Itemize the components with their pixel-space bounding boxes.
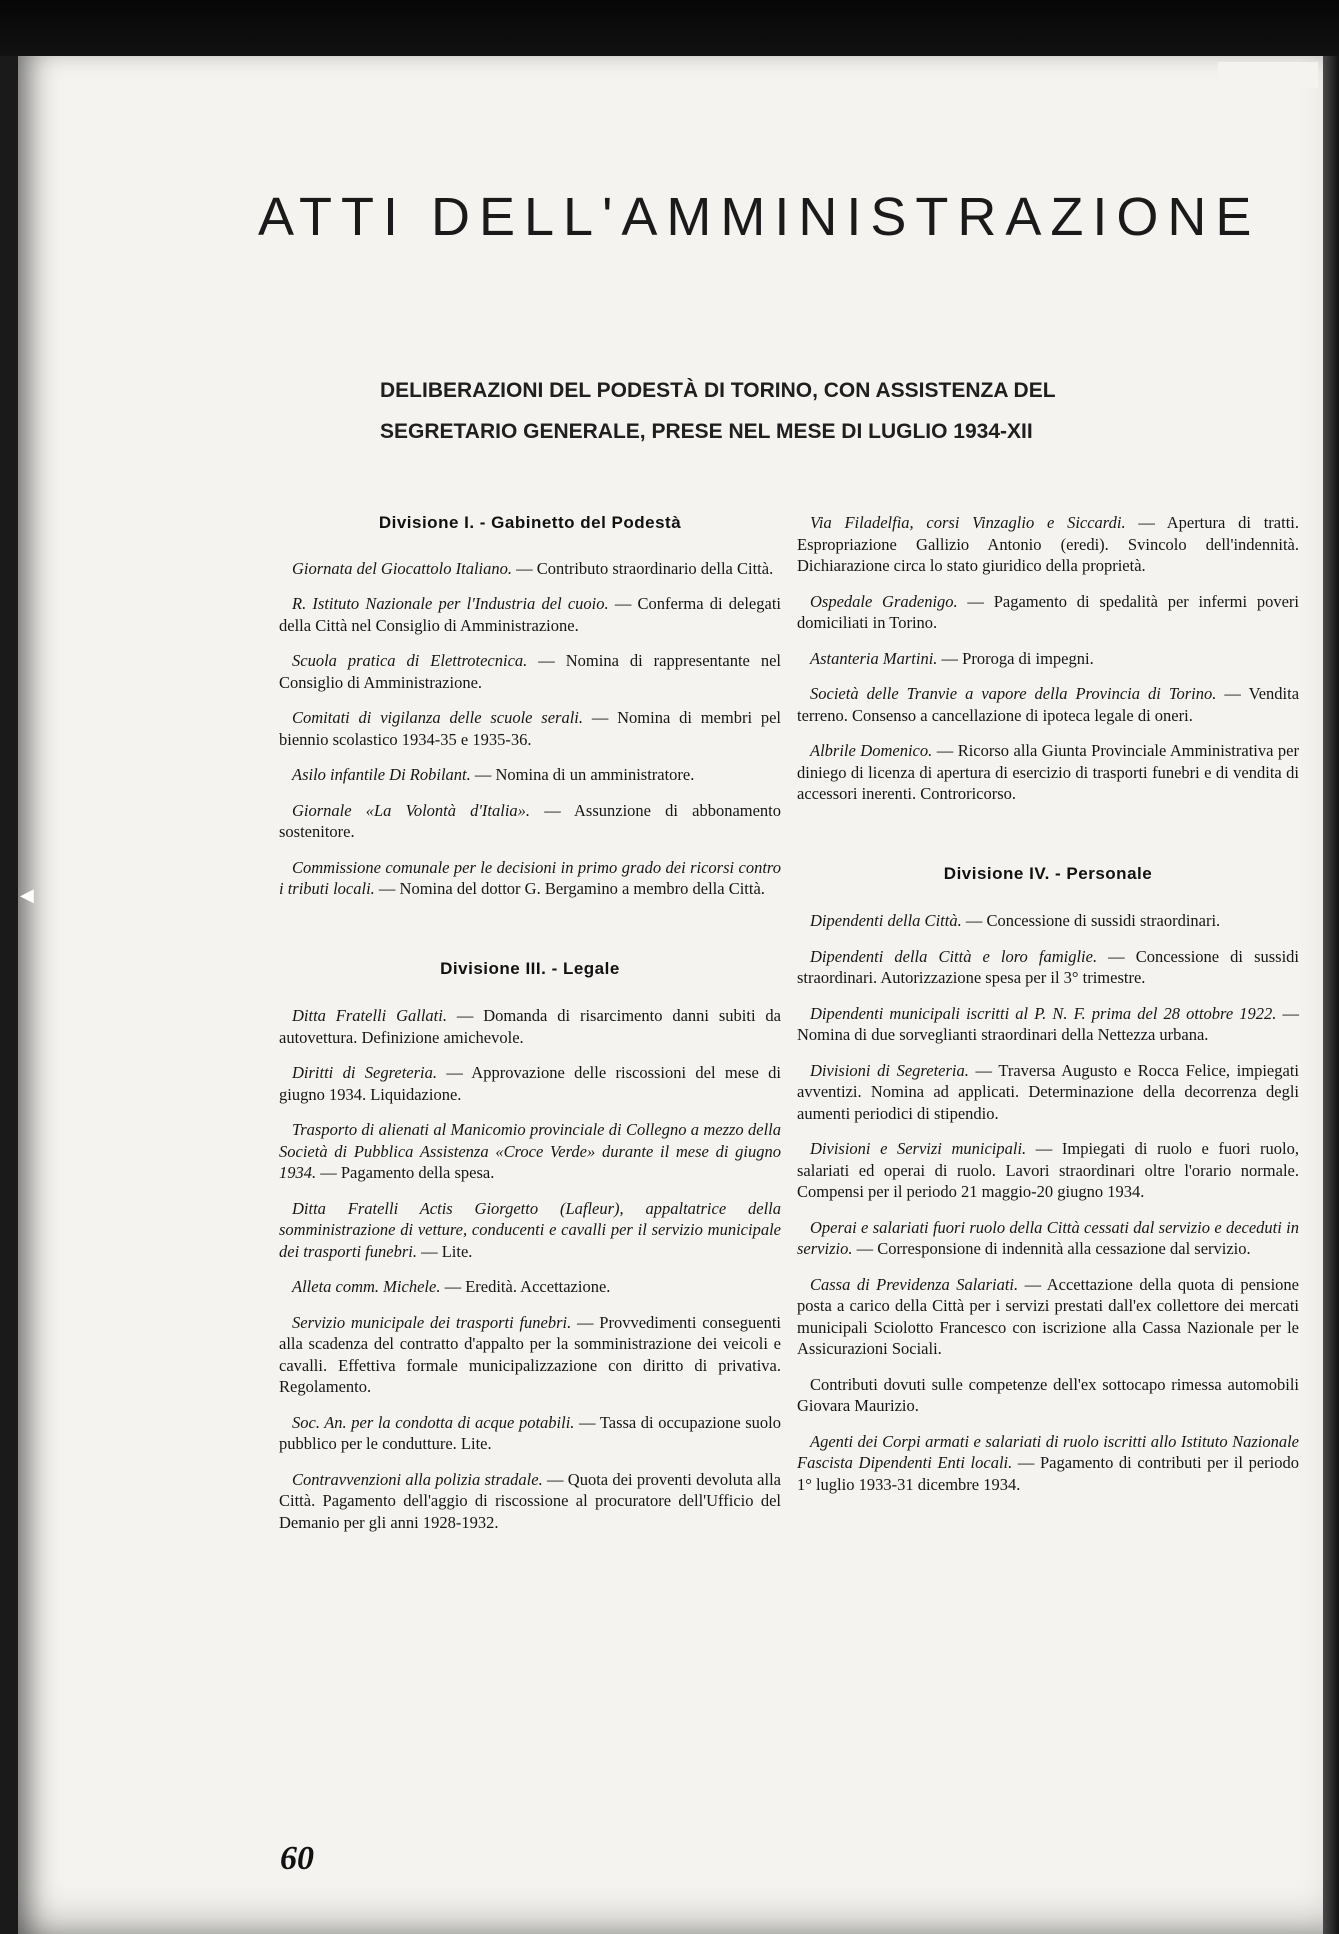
entry-subject: Soc. An. per la condotta di acque potabili. bbox=[292, 1412, 575, 1432]
entry-text: Nomina di due sorveglianti straordinari della Nettezza urbana. bbox=[797, 1025, 1209, 1044]
entry-dash: — bbox=[1097, 946, 1136, 966]
entry-dash: — bbox=[608, 594, 638, 613]
entry-subject: Dipendenti municipali iscritti al P. N. F. prima del 28 ottobre 1922. bbox=[810, 1003, 1277, 1023]
entry-dash: — bbox=[512, 558, 537, 578]
entry-text: Apertura di tratti. Espropriazione Gallizio Antonio (eredi). Svincolo dell'indennità. Dichiarazione circa lo stato giuridico della proprietà. bbox=[797, 513, 1299, 575]
entry-subject: Giornata del Giocattolo Italiano. bbox=[292, 558, 512, 578]
continued-entries bbox=[797, 512, 1299, 805]
entry-dash: — bbox=[932, 741, 958, 760]
entry bbox=[797, 1138, 1299, 1203]
entry-text: Nomina di un amministratore. bbox=[495, 765, 695, 784]
entry-subject: Commissione comunale per le decisioni in primo grado dei ricorsi contro i tributi locali. bbox=[279, 857, 781, 898]
entry-dash: — bbox=[316, 1163, 341, 1182]
entry-text: Provvedimenti conseguenti alla scadenza del contratto d'appalto per la somministrazione dei veicoli e cavalli. Effettiva formale municipalizzazione con diritto di privativa. Regolamento. bbox=[279, 1312, 782, 1396]
entry-dash: — bbox=[852, 1239, 878, 1258]
entry-dash: — bbox=[470, 765, 496, 784]
entry-text: Impiegati di ruolo e fuori ruolo, salariati ed operai di ruolo. Lavori straordinari oltre l'orario normale. Compensi per il periodo 21 maggio-20 giugno 1934. bbox=[797, 1139, 1300, 1201]
entry-text: Traversa Augusto e Rocca Felice, impiegati avventizi. Nomina ad applicati. Determinazione della decorrenza degli aumenti periodici di stipendio. bbox=[797, 1060, 1299, 1123]
entry-subject: Asilo infantile Di Robilant. bbox=[292, 765, 471, 784]
entry bbox=[279, 764, 781, 786]
entry-subject: Società delle Tranvie a vapore della Provincia di Torino. bbox=[810, 684, 1217, 703]
entry bbox=[279, 1469, 781, 1534]
entry bbox=[279, 593, 781, 636]
entry-dash: — bbox=[542, 1469, 568, 1489]
page-corner bbox=[1218, 62, 1318, 88]
entry-subject: Ospedale Gradenigo. bbox=[810, 591, 958, 611]
entry-text: Pagamento di contributi per il periodo 1° luglio 1933-31 dicembre 1934. bbox=[797, 1453, 1299, 1494]
entry-dash: — bbox=[1026, 1139, 1062, 1158]
division-1-entries bbox=[279, 558, 781, 900]
entry bbox=[279, 1198, 781, 1263]
entry-text: Nomina del dottor G. Bergamino a membro della Città. bbox=[399, 879, 765, 898]
division-heading: Divisione III. - Legale bbox=[440, 958, 620, 978]
entry-dash: — bbox=[937, 648, 963, 668]
entry bbox=[279, 1312, 781, 1398]
entry bbox=[797, 648, 1299, 670]
page-number: 60 bbox=[280, 1840, 314, 1877]
entry-text: Approvazione delle riscossioni del mese di giugno 1934. Liquidazione. bbox=[279, 1063, 781, 1104]
entry-text: Pagamento della spesa. bbox=[340, 1163, 495, 1182]
entry bbox=[797, 683, 1299, 726]
subtitle bbox=[380, 370, 1200, 452]
entry-dash: — bbox=[416, 1241, 442, 1261]
entry bbox=[797, 910, 1299, 932]
entry-dash: — bbox=[571, 1312, 600, 1332]
entry-dash: — bbox=[1125, 513, 1167, 532]
entry bbox=[797, 946, 1299, 989]
entry bbox=[797, 1003, 1299, 1046]
entry bbox=[797, 1431, 1299, 1496]
entry-subject: Agenti dei Corpi armati e salariati di ruolo iscritti allo Istituto Nazionale Fascista Dipendenti Enti locali. bbox=[797, 1431, 1299, 1472]
page-title: ATTI DELL'AMMINISTRAZIONE bbox=[258, 187, 1261, 248]
entry-dash: — bbox=[527, 651, 566, 670]
entry-text: Ricorso alla Giunta Provinciale Amministrativa per diniego di licenza di apertura di esercizio di trasporti funebri e di vendita di accessori inerenti. Controricorso. bbox=[797, 741, 1299, 803]
entry bbox=[279, 1412, 781, 1455]
scan-border-right bbox=[1323, 56, 1339, 1934]
entry bbox=[797, 512, 1299, 577]
entry-subject: Albrile Domenico. bbox=[810, 741, 933, 760]
entry-subject: Scuola pratica di Elettrotecnica. bbox=[292, 651, 528, 670]
division-4-entries bbox=[797, 910, 1299, 1495]
subtitle-line: DELIBERAZIONI DEL PODESTÀ DI TORINO, CON ASSISTENZA DEL bbox=[380, 379, 1056, 402]
entry-subject: Comitati di vigilanza delle scuole serali. bbox=[292, 708, 584, 727]
entry-subject: Giornale «La Volontà d'Italia». bbox=[292, 800, 531, 820]
subtitle-line: SEGRETARIO GENERALE, PRESE NEL MESE DI LUGLIO 1934-XII bbox=[380, 420, 1033, 443]
entry-subject: Divisioni di Segreteria. bbox=[810, 1060, 969, 1080]
entry-dash: — bbox=[1012, 1453, 1040, 1472]
entry-dash: — bbox=[574, 1412, 600, 1432]
division-3-entries bbox=[279, 1005, 781, 1533]
entry-text: Lite. bbox=[441, 1241, 473, 1261]
entry bbox=[279, 1005, 781, 1048]
entry bbox=[279, 1062, 781, 1105]
entry-dash: — bbox=[968, 1060, 999, 1080]
entry-text: Vendita terreno. Consenso a cancellazione di ipoteca legale di oneri. bbox=[797, 684, 1300, 725]
entry-text: Contributo straordinario della Città. bbox=[536, 558, 774, 578]
entry-text: Nomina di membri pel biennio scolastico 1934-35 e 1935-36. bbox=[279, 708, 781, 749]
entry-subject: Contravvenzioni alla polizia stradale. bbox=[292, 1469, 543, 1489]
entry-subject: Ditta Fratelli Gallati. bbox=[292, 1006, 447, 1025]
entry-dash: — bbox=[437, 1063, 472, 1082]
entry bbox=[797, 591, 1299, 634]
entry-text: Corresponsione di indennità alla cessazione dal servizio. bbox=[877, 1239, 1251, 1258]
entry-dash: — bbox=[961, 911, 987, 930]
entry-text: Tassa di occupazione suolo pubblico per le condutture. Lite. bbox=[279, 1412, 782, 1453]
scan-border-top bbox=[0, 0, 1339, 56]
division-heading: Divisione IV. - Personale bbox=[943, 863, 1153, 883]
entry-dash: — bbox=[1276, 1003, 1300, 1023]
entry-text: Domanda di risarcimento danni subiti da autovettura. Definizione amichevole. bbox=[279, 1006, 781, 1047]
entry-text: Nomina di rappresentante nel Consiglio di Amministrazione. bbox=[279, 651, 781, 692]
entry-dash: — bbox=[1018, 1274, 1047, 1294]
entry bbox=[279, 1119, 781, 1184]
entry bbox=[279, 650, 781, 693]
entry-text: Proroga di impegni. bbox=[962, 648, 1094, 668]
entry bbox=[279, 707, 781, 750]
entry-text: Conferma di delegati della Città nel Consiglio di Amministrazione. bbox=[279, 594, 781, 635]
left-column bbox=[279, 512, 781, 1547]
entry-text: Concessione di sussidi straordinari. bbox=[986, 911, 1221, 930]
entry-subject: Via Filadelfia, corsi Vinzaglio e Siccardi. bbox=[810, 513, 1126, 532]
entry bbox=[797, 1060, 1299, 1125]
entry-dash: — bbox=[374, 879, 400, 898]
entry bbox=[279, 558, 781, 580]
entry-subject: Alleta comm. Michele. bbox=[292, 1277, 441, 1296]
entry-subject: Servizio municipale dei trasporti funebri. bbox=[292, 1312, 572, 1332]
entry bbox=[279, 1276, 781, 1298]
entry-dash: — bbox=[530, 800, 574, 820]
entry-text: Accettazione della quota di pensione posta a carico della Città per i servizi prestati dall'ex collettore dei mercati municipali Sciolotto Francesco con iscrizione alla Cassa Nazionale per le Assicurazioni Sociali. bbox=[797, 1274, 1300, 1358]
entry bbox=[279, 857, 781, 900]
entry-subject: Astanteria Martini. bbox=[810, 648, 938, 668]
entry bbox=[797, 1374, 1299, 1417]
entry-text: Pagamento di spedalità per infermi poveri domiciliati in Torino. bbox=[797, 591, 1299, 632]
entry-dash: — bbox=[446, 1006, 484, 1025]
entry-subject: Dipendenti della Città. bbox=[810, 911, 962, 930]
entry-subject: Operai e salariati fuori ruolo della Città cessati dal servizio e deceduti in servizio. bbox=[797, 1217, 1299, 1258]
entry bbox=[797, 1274, 1299, 1360]
entry-text: Assunzione di abbonamento sostenitore. bbox=[279, 800, 782, 841]
right-column bbox=[797, 512, 1299, 1509]
entry-dash: — bbox=[957, 591, 994, 611]
entry bbox=[279, 800, 781, 843]
entry-text: Contributi dovuti sulle competenze dell'ex sottocapo rimessa automobili Giovara Maurizio. bbox=[797, 1374, 1299, 1415]
entry-text: Concessione di sussidi straordinari. Autorizzazione spesa per il 3° trimestre. bbox=[797, 946, 1300, 987]
entry-dash: — bbox=[440, 1277, 466, 1296]
entry-text: Eredità. Accettazione. bbox=[465, 1277, 611, 1296]
entry-subject: Trasporto di alienati al Manicomio provinciale di Collegno a mezzo della Società di Pubblica Assistenza «Croce Verde» durante il mese di giugno 1934. bbox=[279, 1120, 781, 1182]
entry-subject: Dipendenti della Città e loro famiglie. bbox=[810, 946, 1098, 966]
entry-text: Quota dei proventi devoluta alla Città. Pagamento dell'aggio di riscossione al procuratore dell'Ufficio del Demanio per gli anni 1928-1932. bbox=[279, 1469, 781, 1532]
entry-dash: — bbox=[1216, 684, 1249, 703]
entry-subject: R. Istituto Nazionale per l'Industria del cuoio. bbox=[292, 594, 609, 613]
entry-subject: Diritti di Segreteria. bbox=[292, 1063, 438, 1082]
entry-subject: Divisioni e Servizi municipali. bbox=[810, 1139, 1027, 1158]
entry-dash: — bbox=[583, 708, 618, 727]
entry bbox=[797, 1217, 1299, 1260]
division-heading: Divisione I. - Gabinetto del Podestà bbox=[378, 513, 682, 532]
entry bbox=[797, 740, 1299, 805]
margin-arrow-icon: ◀ bbox=[20, 885, 34, 905]
entry-subject: Ditta Fratelli Actis Giorgetto (Lafleur), appaltatrice della somministrazione di vetture, conducenti e cavalli per il servizio municipale dei trasporti funebri. bbox=[279, 1198, 781, 1261]
entry-subject: Cassa di Previdenza Salariati. bbox=[810, 1274, 1019, 1294]
